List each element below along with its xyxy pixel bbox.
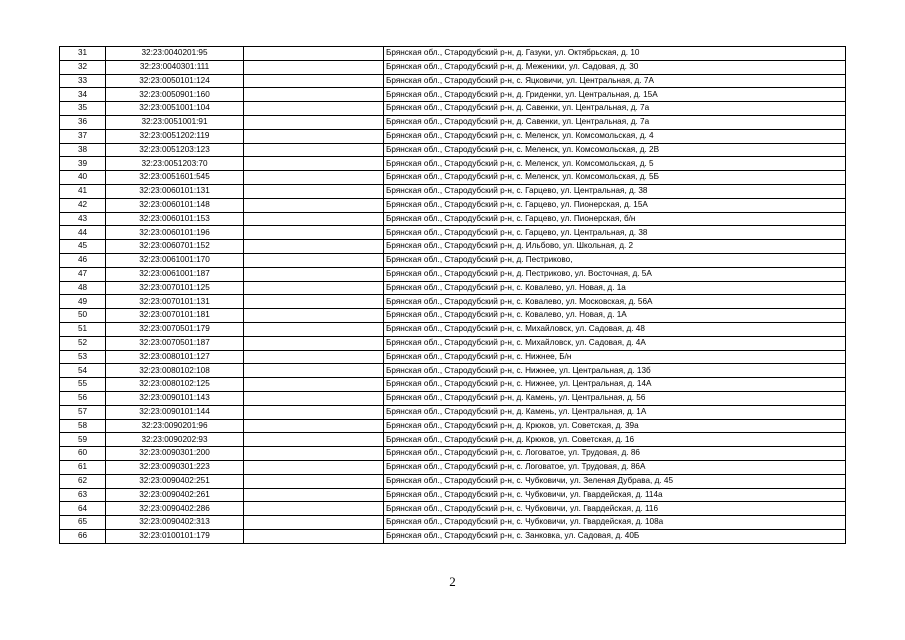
note-cell xyxy=(244,295,384,309)
address-cell: Брянская обл., Стародубский р-н, д. Савенки, ул. Центральная, д. 7а xyxy=(384,102,846,116)
address-cell: Брянская обл., Стародубский р-н, с. Нижнее, ул. Центральная, д. 14А xyxy=(384,378,846,392)
address-cell: Брянская обл., Стародубский р-н, с. Михайловск, ул. Садовая, д. 4А xyxy=(384,336,846,350)
row-number-cell: 60 xyxy=(60,447,106,461)
table-row xyxy=(60,171,846,185)
cadastral-number-cell: 32:23:0051203:123 xyxy=(106,143,244,157)
page-number: 2 xyxy=(449,574,456,589)
note-cell xyxy=(244,516,384,530)
address-cell: Брянская обл., Стародубский р-н, с. Ковалево, ул. Московская, д. 56А xyxy=(384,295,846,309)
cadastral-number-cell: 32:23:0070501:187 xyxy=(106,336,244,350)
note-cell xyxy=(244,60,384,74)
address-cell: Брянская обл., Стародубский р-н, д. Савенки, ул. Центральная, д. 7а xyxy=(384,115,846,129)
note-cell xyxy=(244,171,384,185)
address-cell: Брянская обл., Стародубский р-н, д. Газуки, ул. Октябрьская, д. 10 xyxy=(384,47,846,61)
table-row xyxy=(60,267,846,281)
note-cell xyxy=(244,198,384,212)
row-number-cell: 53 xyxy=(60,350,106,364)
note-cell xyxy=(244,433,384,447)
address-cell: Брянская обл., Стародубский р-н, д. Пестриково, xyxy=(384,253,846,267)
cadastral-number-cell: 32:23:0051001:104 xyxy=(106,102,244,116)
cadastral-number-cell: 32:23:0070101:131 xyxy=(106,295,244,309)
address-cell: Брянская обл., Стародубский р-н, с. Ковалево, ул. Новая, д. 1А xyxy=(384,309,846,323)
note-cell xyxy=(244,267,384,281)
address-cell: Брянская обл., Стародубский р-н, с. Меленск, ул. Комсомольская, д. 4 xyxy=(384,129,846,143)
cadastral-number-cell: 32:23:0051203:70 xyxy=(106,157,244,171)
cadastral-number-cell: 32:23:0040201:95 xyxy=(106,47,244,61)
row-number-cell: 51 xyxy=(60,322,106,336)
address-cell: Брянская обл., Стародубский р-н, с. Ковалево, ул. Новая, д. 1а xyxy=(384,281,846,295)
note-cell xyxy=(244,253,384,267)
note-cell xyxy=(244,350,384,364)
note-cell xyxy=(244,184,384,198)
cadastral-number-cell: 32:23:0060101:153 xyxy=(106,212,244,226)
cadastral-number-cell: 32:23:0051601:545 xyxy=(106,171,244,185)
row-number-cell: 62 xyxy=(60,474,106,488)
cadastral-number-cell: 32:23:0090101:143 xyxy=(106,391,244,405)
table-row xyxy=(60,157,846,171)
note-cell xyxy=(244,309,384,323)
registry-table-body xyxy=(60,47,846,544)
note-cell xyxy=(244,488,384,502)
row-number-cell: 33 xyxy=(60,74,106,88)
address-cell: Брянская обл., Стародубский р-н, с. Чубковичи, ул. Гвардейская, д. 114а xyxy=(384,488,846,502)
row-number-cell: 55 xyxy=(60,378,106,392)
cadastral-number-cell: 32:23:0090402:313 xyxy=(106,516,244,530)
table-row xyxy=(60,143,846,157)
row-number-cell: 42 xyxy=(60,198,106,212)
row-number-cell: 59 xyxy=(60,433,106,447)
address-cell: Брянская обл., Стародубский р-н, с. Гарцево, ул. Пионерская, б/н xyxy=(384,212,846,226)
table-row xyxy=(60,295,846,309)
row-number-cell: 37 xyxy=(60,129,106,143)
address-cell: Брянская обл., Стародубский р-н, с. Гарцево, ул. Пионерская, д. 15А xyxy=(384,198,846,212)
address-cell: Брянская обл., Стародубский р-н, с. Нижнее, Б/н xyxy=(384,350,846,364)
row-number-cell: 54 xyxy=(60,364,106,378)
note-cell xyxy=(244,364,384,378)
address-cell: Брянская обл., Стародубский р-н, с. Чубковичи, ул. Гвардейская, д. 108а xyxy=(384,516,846,530)
row-number-cell: 31 xyxy=(60,47,106,61)
table-row xyxy=(60,281,846,295)
table-row xyxy=(60,240,846,254)
table-row xyxy=(60,433,846,447)
note-cell xyxy=(244,460,384,474)
cadastral-number-cell: 32:23:0070101:125 xyxy=(106,281,244,295)
table-row xyxy=(60,350,846,364)
address-cell: Брянская обл., Стародубский р-н, д. Крюков, ул. Советская, д. 16 xyxy=(384,433,846,447)
row-number-cell: 34 xyxy=(60,88,106,102)
table-row xyxy=(60,253,846,267)
table-row xyxy=(60,516,846,530)
note-cell xyxy=(244,281,384,295)
note-cell xyxy=(244,502,384,516)
cadastral-number-cell: 32:23:0040301:111 xyxy=(106,60,244,74)
table-row xyxy=(60,184,846,198)
cadastral-number-cell: 32:23:0060701:152 xyxy=(106,240,244,254)
row-number-cell: 48 xyxy=(60,281,106,295)
address-cell: Брянская обл., Стародубский р-н, с. Чубковичи, ул. Гвардейская, д. 116 xyxy=(384,502,846,516)
cadastral-number-cell: 32:23:0080102:108 xyxy=(106,364,244,378)
row-number-cell: 57 xyxy=(60,405,106,419)
row-number-cell: 41 xyxy=(60,184,106,198)
cadastral-number-cell: 32:23:0050901:160 xyxy=(106,88,244,102)
address-cell: Брянская обл., Стародубский р-н, с. Меленск, ул. Комсомольская, д. 5Б xyxy=(384,171,846,185)
note-cell xyxy=(244,529,384,543)
row-number-cell: 44 xyxy=(60,226,106,240)
cadastral-number-cell: 32:23:0070101:181 xyxy=(106,309,244,323)
table-row xyxy=(60,74,846,88)
address-cell: Брянская обл., Стародубский р-н, с. Занковка, ул. Садовая, д. 40Б xyxy=(384,529,846,543)
note-cell xyxy=(244,212,384,226)
table-row xyxy=(60,226,846,240)
table-row xyxy=(60,391,846,405)
cadastral-number-cell: 32:23:0061001:170 xyxy=(106,253,244,267)
table-row xyxy=(60,529,846,543)
note-cell xyxy=(244,143,384,157)
table-row xyxy=(60,488,846,502)
address-cell: Брянская обл., Стародубский р-н, с. Яцковичи, ул. Центральная, д. 7А xyxy=(384,74,846,88)
address-cell: Брянская обл., Стародубский р-н, с. Чубковичи, ул. Зеленая Дубрава, д. 45 xyxy=(384,474,846,488)
address-cell: Брянская обл., Стародубский р-н, с. Логоватое, ул. Трудовая, д. 86А xyxy=(384,460,846,474)
table-row xyxy=(60,502,846,516)
cadastral-number-cell: 32:23:0090402:251 xyxy=(106,474,244,488)
address-cell: Брянская обл., Стародубский р-н, с. Меленск, ул. Комсомольская, д. 2В xyxy=(384,143,846,157)
table-row xyxy=(60,198,846,212)
note-cell xyxy=(244,115,384,129)
row-number-cell: 66 xyxy=(60,529,106,543)
note-cell xyxy=(244,405,384,419)
row-number-cell: 32 xyxy=(60,60,106,74)
table-row xyxy=(60,460,846,474)
note-cell xyxy=(244,378,384,392)
row-number-cell: 58 xyxy=(60,419,106,433)
row-number-cell: 45 xyxy=(60,240,106,254)
cadastral-number-cell: 32:23:0090101:144 xyxy=(106,405,244,419)
row-number-cell: 52 xyxy=(60,336,106,350)
address-cell: Брянская обл., Стародубский р-н, д. Камень, ул. Центральная, д. 56 xyxy=(384,391,846,405)
note-cell xyxy=(244,474,384,488)
address-cell: Брянская обл., Стародубский р-н, с. Гарцево, ул. Центральная, д. 38 xyxy=(384,184,846,198)
table-row xyxy=(60,474,846,488)
note-cell xyxy=(244,47,384,61)
property-registry-table xyxy=(59,46,846,544)
cadastral-number-cell: 32:23:0090402:261 xyxy=(106,488,244,502)
note-cell xyxy=(244,336,384,350)
cadastral-number-cell: 32:23:0060101:196 xyxy=(106,226,244,240)
cadastral-number-cell: 32:23:0090301:223 xyxy=(106,460,244,474)
row-number-cell: 49 xyxy=(60,295,106,309)
row-number-cell: 46 xyxy=(60,253,106,267)
table-row xyxy=(60,405,846,419)
cadastral-number-cell: 32:23:0090202:93 xyxy=(106,433,244,447)
table-row xyxy=(60,336,846,350)
address-cell: Брянская обл., Стародубский р-н, с. Михайловск, ул. Садовая, д. 48 xyxy=(384,322,846,336)
note-cell xyxy=(244,240,384,254)
row-number-cell: 63 xyxy=(60,488,106,502)
cadastral-number-cell: 32:23:0070501:179 xyxy=(106,322,244,336)
note-cell xyxy=(244,419,384,433)
address-cell: Брянская обл., Стародубский р-н, д. Пестриково, ул. Восточная, д. 5А xyxy=(384,267,846,281)
cadastral-number-cell: 32:23:0090402:286 xyxy=(106,502,244,516)
address-cell: Брянская обл., Стародубский р-н, д. Ильбово, ул. Школьная, д. 2 xyxy=(384,240,846,254)
table-row xyxy=(60,364,846,378)
note-cell xyxy=(244,322,384,336)
note-cell xyxy=(244,129,384,143)
row-number-cell: 61 xyxy=(60,460,106,474)
note-cell xyxy=(244,157,384,171)
row-number-cell: 64 xyxy=(60,502,106,516)
note-cell xyxy=(244,391,384,405)
address-cell: Брянская обл., Стародубский р-н, д. Крюков, ул. Советская, д. 39а xyxy=(384,419,846,433)
row-number-cell: 39 xyxy=(60,157,106,171)
table-row xyxy=(60,88,846,102)
cadastral-number-cell: 32:23:0080102:125 xyxy=(106,378,244,392)
row-number-cell: 40 xyxy=(60,171,106,185)
row-number-cell: 43 xyxy=(60,212,106,226)
cadastral-number-cell: 32:23:0090301:200 xyxy=(106,447,244,461)
cadastral-number-cell: 32:23:0061001:187 xyxy=(106,267,244,281)
cadastral-number-cell: 32:23:0051202:119 xyxy=(106,129,244,143)
note-cell xyxy=(244,447,384,461)
table-row xyxy=(60,115,846,129)
address-cell: Брянская обл., Стародубский р-н, с. Нижнее, ул. Центральная, д. 13б xyxy=(384,364,846,378)
table-row xyxy=(60,102,846,116)
table-row xyxy=(60,212,846,226)
row-number-cell: 36 xyxy=(60,115,106,129)
note-cell xyxy=(244,74,384,88)
table-row xyxy=(60,47,846,61)
table-row xyxy=(60,378,846,392)
cadastral-number-cell: 32:23:0090201:96 xyxy=(106,419,244,433)
address-cell: Брянская обл., Стародубский р-н, д. Гриденки, ул. Центральная, д. 15А xyxy=(384,88,846,102)
note-cell xyxy=(244,102,384,116)
address-cell: Брянская обл., Стародубский р-н, с. Меленск, ул. Комсомольская, д. 5 xyxy=(384,157,846,171)
address-cell: Брянская обл., Стародубский р-н, д. Меженики, ул. Садовая, д. 30 xyxy=(384,60,846,74)
address-cell: Брянская обл., Стародубский р-н, д. Камень, ул. Центральная, д. 1А xyxy=(384,405,846,419)
address-cell: Брянская обл., Стародубский р-н, с. Гарцево, ул. Центральная, д. 38 xyxy=(384,226,846,240)
table-row xyxy=(60,419,846,433)
cadastral-number-cell: 32:23:0050101:124 xyxy=(106,74,244,88)
cadastral-number-cell: 32:23:0100101:179 xyxy=(106,529,244,543)
table-row xyxy=(60,322,846,336)
table-row xyxy=(60,309,846,323)
note-cell xyxy=(244,226,384,240)
row-number-cell: 38 xyxy=(60,143,106,157)
row-number-cell: 47 xyxy=(60,267,106,281)
table-row xyxy=(60,60,846,74)
cadastral-number-cell: 32:23:0051001:91 xyxy=(106,115,244,129)
address-cell: Брянская обл., Стародубский р-н, с. Логоватое, ул. Трудовая, д. 86 xyxy=(384,447,846,461)
cadastral-number-cell: 32:23:0080101:127 xyxy=(106,350,244,364)
table-row xyxy=(60,129,846,143)
cadastral-number-cell: 32:23:0060101:131 xyxy=(106,184,244,198)
row-number-cell: 65 xyxy=(60,516,106,530)
row-number-cell: 56 xyxy=(60,391,106,405)
note-cell xyxy=(244,88,384,102)
cadastral-number-cell: 32:23:0060101:148 xyxy=(106,198,244,212)
row-number-cell: 35 xyxy=(60,102,106,116)
row-number-cell: 50 xyxy=(60,309,106,323)
table-row xyxy=(60,447,846,461)
